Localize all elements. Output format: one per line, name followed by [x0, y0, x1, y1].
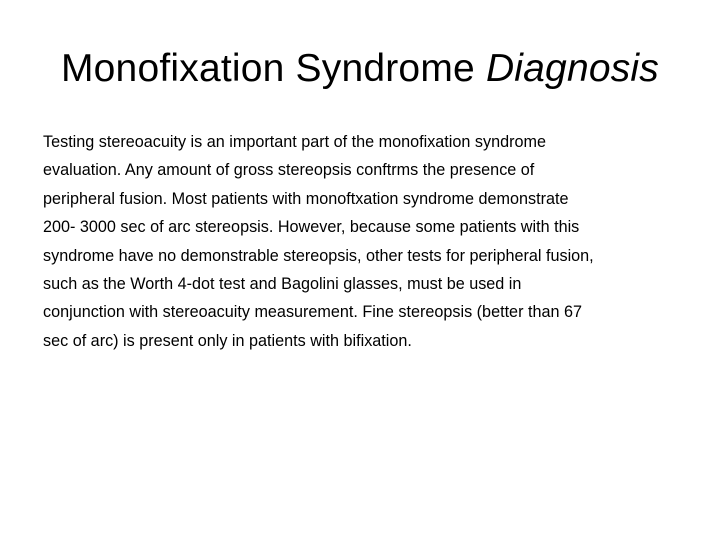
- slide-title: [0, 40, 720, 98]
- body-paragraph: [43, 128, 683, 355]
- title-main: Monofixation Syndrome: [60, 47, 486, 90]
- body-line: sec of arc) is present only in patients with bifixation.: [43, 331, 412, 350]
- body-line: such as the Worth 4-dot test and Bagolini glasses, must be used in: [43, 275, 522, 294]
- body-line: peripheral fusion. Most patients with monoftxation syndrome demonstrate: [43, 189, 569, 208]
- body-line: evaluation. Any amount of gross stereopsis conftrms the presence of: [43, 161, 535, 180]
- body-line: 200- 3000 sec of arc stereopsis. However, because some patients with this: [43, 218, 580, 237]
- title-emphasis: Diagnosis: [485, 47, 659, 90]
- body-line: conjunction with stereoacuity measurement. Fine stereopsis (better than 67: [43, 303, 582, 322]
- body-line: syndrome have no demonstrable stereopsis, other tests for peripheral fusion,: [43, 246, 594, 265]
- body-line: Testing stereoacuity is an important part of the monofixation syndrome: [43, 133, 546, 151]
